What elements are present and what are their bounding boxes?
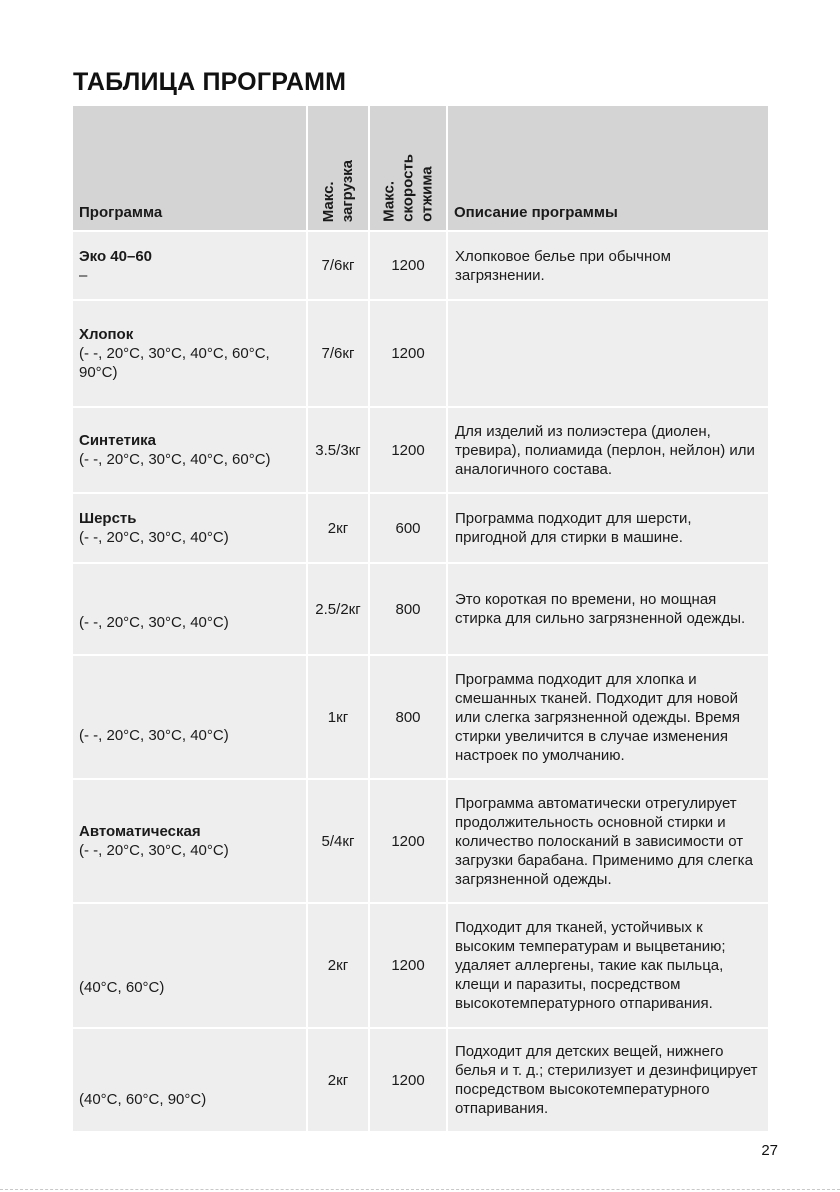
program-cell: [73, 230, 306, 299]
bottom-divider: [0, 1189, 840, 1190]
table-row: [73, 902, 768, 1027]
program-temperatures: (- -, 20°C, 30°C, 40°C): [79, 614, 229, 631]
page-title: ТАБЛИЦА ПРОГРАММ: [73, 68, 347, 96]
program-cell: [73, 406, 306, 492]
program-table: [73, 106, 768, 1131]
max-load-cell: 7/6кг: [306, 299, 368, 406]
program-cell: [73, 299, 306, 406]
table-row: [73, 778, 768, 902]
header-description: Описание программы: [446, 106, 768, 230]
program-cell: [73, 562, 306, 654]
program-temperatures: (- -, 20°C, 30°C, 40°C, 60°C, 90°C): [79, 345, 270, 381]
table-row: [73, 654, 768, 778]
program-temperatures: –: [79, 266, 88, 284]
header-max-load-label: Макс. загрузка: [320, 159, 356, 222]
program-cell: [73, 654, 306, 778]
program-name: Автоматическая: [79, 823, 201, 840]
max-spin-cell: 1200: [368, 902, 446, 1027]
max-load-cell: 5/4кг: [306, 778, 368, 902]
program-name: Шерсть: [79, 510, 137, 527]
max-spin-cell: 800: [368, 562, 446, 654]
table-row: [73, 562, 768, 654]
table-row: [73, 299, 768, 406]
header-max-spin-label: Макс. скорость отжима: [380, 154, 436, 222]
program-name: Синтетика: [79, 432, 157, 449]
program-cell: [73, 492, 306, 562]
page-number: 27: [761, 1142, 778, 1159]
max-spin-cell: 800: [368, 654, 446, 778]
program-temperatures: (- -, 20°C, 30°C, 40°C): [79, 727, 229, 744]
table-header: [73, 106, 768, 230]
program-temperatures: (40°C, 60°C): [79, 979, 165, 996]
max-spin-cell: 1200: [368, 778, 446, 902]
description-cell: Это короткая по времени, но мощная стирка для сильно загрязненной одежды.: [446, 562, 768, 654]
program-temperatures: (- -, 20°C, 30°C, 40°C): [79, 529, 229, 546]
table-body: [73, 230, 768, 1131]
max-load-cell: 2кг: [306, 492, 368, 562]
max-spin-cell: 1200: [368, 299, 446, 406]
max-load-cell: 3.5/3кг: [306, 406, 368, 492]
table-row: [73, 230, 768, 299]
table-row: [73, 1027, 768, 1131]
description-cell: Программа подходит для хлопка и смешанных тканей. Подходит для новой или слегка загрязненной одежды. Время стирки увеличится в случае изменения настроек по умолчанию.: [446, 654, 768, 778]
description-cell: Программа автоматически отрегулирует продолжительность основной стирки и количество полосканий в зависимости от загрузки барабана. Применимо для слегка загрязненной одежды.: [446, 778, 768, 902]
max-load-cell: 1кг: [306, 654, 368, 778]
header-max-spin: [368, 106, 446, 230]
max-load-cell: 2.5/2кг: [306, 562, 368, 654]
max-load-cell: 2кг: [306, 1027, 368, 1131]
description-cell: Для изделий из полиэстера (диолен, тревира), полиамида (перлон, нейлон) или аналогичного состава.: [446, 406, 768, 492]
program-temperatures: (40°C, 60°C, 90°C): [79, 1091, 207, 1108]
max-spin-cell: 1200: [368, 406, 446, 492]
description-cell: Программа подходит для шерсти, пригодной для стирки в машине.: [446, 492, 768, 562]
header-program: Программа: [73, 106, 306, 230]
header-max-load: [306, 106, 368, 230]
program-temperatures: (- -, 20°C, 30°C, 40°C, 60°C): [79, 451, 271, 468]
program-temperatures: (- -, 20°C, 30°C, 40°C): [79, 842, 229, 859]
program-name: Хлопок: [79, 326, 134, 343]
max-spin-cell: 1200: [368, 1027, 446, 1131]
table-row: [73, 406, 768, 492]
description-cell: Подходит для тканей, устойчивых к высоким температурам и выцветанию; удаляет аллергены, такие как пыльца, клещи и паразиты, посредством высокотемпературного отпаривания.: [446, 902, 768, 1027]
table-row: [73, 492, 768, 562]
max-load-cell: 7/6кг: [306, 230, 368, 299]
description-cell: [446, 299, 768, 406]
program-name: Эко 40–60: [79, 247, 153, 265]
max-spin-cell: 1200: [368, 230, 446, 299]
program-cell: [73, 902, 306, 1027]
description-cell: Хлопковое белье при обычном загрязнении.: [446, 230, 768, 299]
max-load-cell: 2кг: [306, 902, 368, 1027]
description-cell: Подходит для детских вещей, нижнего белья и т. д.; стерилизует и дезинфицирует посредством высокотемпературного отпаривания.: [446, 1027, 768, 1131]
program-cell: [73, 1027, 306, 1131]
max-spin-cell: 600: [368, 492, 446, 562]
program-cell: [73, 778, 306, 902]
